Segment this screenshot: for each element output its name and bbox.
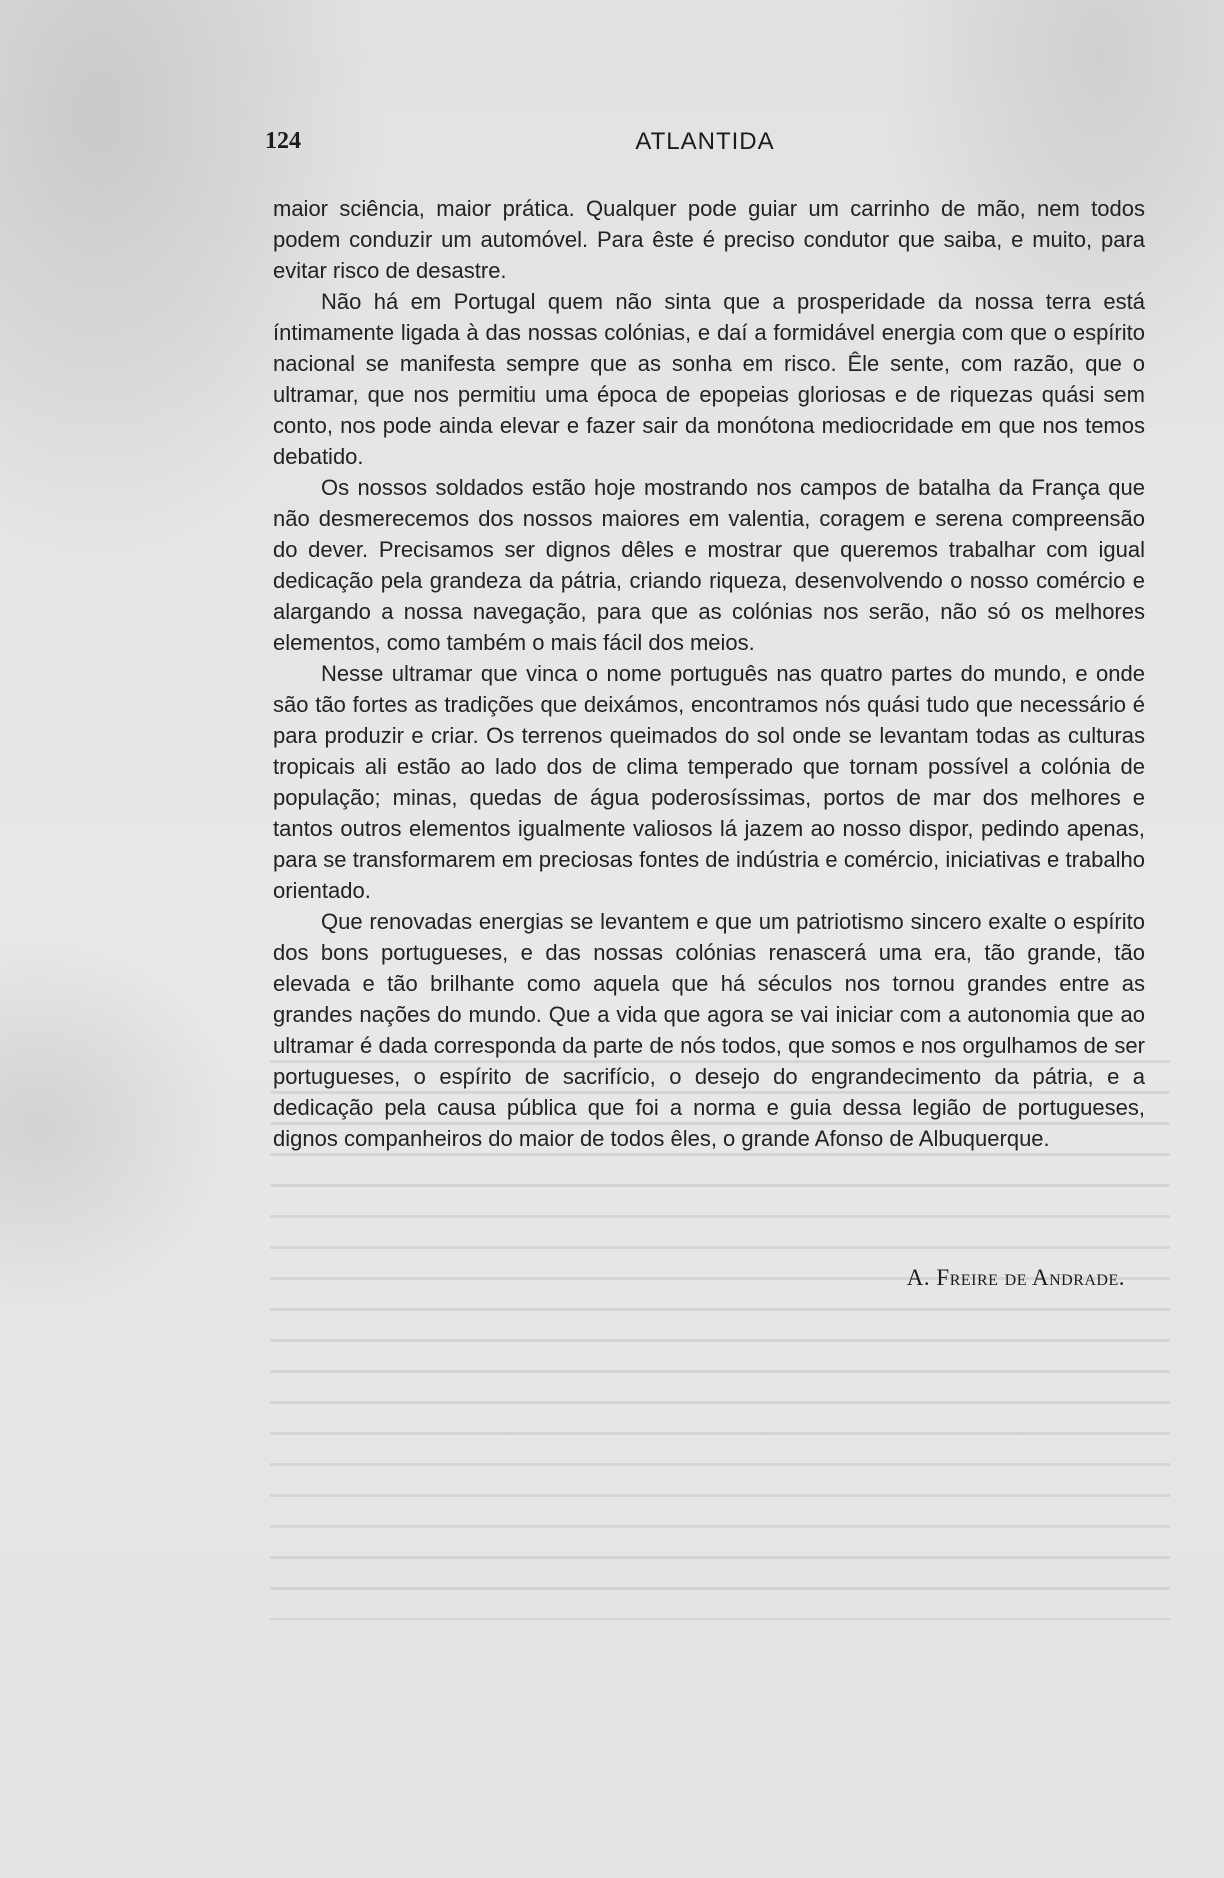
paragraph: Nesse ultramar que vinca o nome português nas quatro partes do mundo, e onde são tão fortes as tradições que deixámos, encontramos nós quási tudo que necessário é para produzir e criar. Os terrenos queimados do sol onde se levantam todas as culturas tropicais ali estão ao lado dos de clima temperado que tornam possível a colónia de população; minas, quedas de água poderosíssimas, portos de mar dos melhores e tantos outros elementos igualmente valiosos lá jazem ao nosso dispor, pedindo apenas, para se transformarem em preciosas fontes de indústria e comércio, iniciativas e trabalho orientado. xyxy=(273,661,1145,903)
paragraph: Os nossos soldados estão hoje mostrando nos campos de batalha da França que não desmerecemos dos nossos maiores em valentia, coragem e serena compreensão do dever. Precisamos ser dignos dêles e mostrar que queremos trabalhar com igual dedicação pela grandeza da pátria, criando riqueza, desenvolvendo o nosso comércio e alargando a nossa navegação, para que as colónias nos serão, não só os melhores elementos, como também o mais fácil dos meios. xyxy=(273,475,1145,655)
page-header xyxy=(265,128,1145,164)
running-title: ATLANTIDA xyxy=(635,128,775,155)
paragraph: Não há em Portugal quem não sinta que a prosperidade da nossa terra está íntimamente ligada à das nossas colónias, e daí a formidável energia com que o espírito nacional se manifesta sempre que as sonha em risco. Êle sente, com razão, que o ultramar, que nos permitiu uma época de epopeias gloriosas e de riquezas quási sem conto, nos pode ainda elevar e fazer sair da monótona mediocridade em que nos temos debatido. xyxy=(273,289,1145,469)
article-body xyxy=(273,193,1145,1154)
page-number: 124 xyxy=(265,128,301,154)
paragraph: maior sciência, maior prática. Qualquer pode guiar um carrinho de mão, nem todos podem conduzir um automóvel. Para êste é preciso condutor que saiba, e muito, para evitar risco de desastre. xyxy=(273,196,1145,283)
author-signature: A. Freire de Andrade. xyxy=(906,1265,1125,1290)
paragraph: Que renovadas energias se levantem e que um patriotismo sincero exalte o espírito dos bons portugueses, e das nossas colónias renascerá uma era, tão grande, tão elevada e tão brilhante como aquela que há séculos nos tornou grandes entre as grandes nações do mundo. Que a vida que agora se vai iniciar com a autonomia que ao ultramar é dada corresponda da parte de nós todos, que somos e nos orgulhamos de ser portugueses, o espírito de sacrifício, o desejo do engrandecimento da pátria, e a dedicação pela causa pública que foi a norma e guia dessa legião de portugueses, dignos companheiros do maior de todos êles, o grande Afonso de Albuquerque. xyxy=(273,909,1145,1151)
